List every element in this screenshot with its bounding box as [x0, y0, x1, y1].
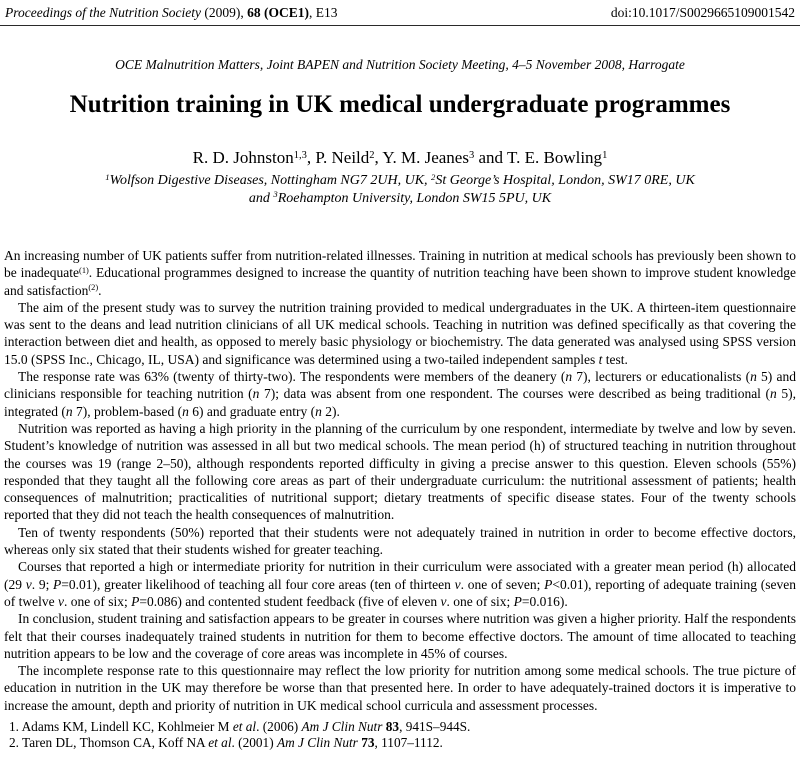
abstract-paragraph: In conclusion, student training and satisfaction appears to be greater in courses where nutrition was given a higher priority. Half the respondents felt that their courses inadequately trained students in nutrition for them to become effective doctors. The amount of time allocated to teaching nutrition appears to be low and the coverage of core areas was incomplete in 45% of courses. — [4, 611, 796, 661]
reference-item: 2. Taren DL, Thomson CA, Koff NA et al. (2001) Am J Clin Nutr 73, 1107–1112. — [9, 735, 443, 751]
abstract-paragraph: An increasing number of UK patients suffer from nutrition-related illnesses. Training in nutrition at medical schools has previously been shown to be inadequate$^{(1)}$. Educational programmes designed to increase the quantity of nutrition teaching have been shown to improve student knowledge and satisfaction$^{(2)}$. — [4, 248, 797, 298]
authors-line: R. D. Johnston$^{1,3}$, P. Neild$^2$, Y. M. Jeanes$^3$ and T. E. Bowling$^1$ — [192, 148, 608, 167]
abstract-body — [4, 247, 796, 714]
journal-citation: Proceedings of the Nutrition Society (2009), 68 (OCE1), E13 — [5, 5, 338, 20]
abstract-paragraph: The response rate was 63% (twenty of thirty-two). The respondents were members of the deanery (n 7), lecturers or educationalists (n 5) and clinicians responsible for teaching nutrition (n 7); data was absent from one respondent. The courses were described as being traditional (n 5), integrated (n 7), problem-based (n 6) and graduate entry (n 2). — [4, 369, 796, 419]
paper-title: Nutrition training in UK medical undergraduate programmes — [69, 91, 731, 118]
references-list — [4, 719, 796, 751]
doi-text: doi:10.1017/S0029665109001542 — [610, 5, 795, 20]
abstract-paragraph: Ten of twenty respondents (50%) reported that their students were not adequately trained in nutrition in order to become effective doctors, whereas only six stated that their students wished for greater teaching. — [4, 524, 796, 558]
affiliation-line-2: and $^3$Roehampton University, London SW15 5PU, UK — [248, 189, 552, 206]
reference-item: 1. Adams KM, Lindell KC, Kohlmeier M et al. (2006) Am J Clin Nutr 83, 941S–944S. — [9, 719, 471, 735]
abstract-paragraph: Courses that reported a high or intermediate priority for nutrition in their curriculum were associated with a greater mean period (h) allocated (29 v. 9; P=0.01), greater likelihood of teaching all four core areas (ten of thirteen v. one of seven; P<0.01), reporting of adequate training (seven of twelve v. one of six; P=0.086) and contented student feedback (five of eleven v. one of six; P=0.016). — [4, 559, 797, 609]
affiliation-line-1: $^1$Wolfson Digestive Diseases, Nottingham NG7 2UH, UK, $^2$St George’s Hospital, London, SW17 0RE, UK — [105, 171, 695, 188]
header-divider — [0, 25, 800, 26]
abstract-paragraph: The incomplete response rate to this questionnaire may reflect the low priority for nutrition among some medical schools. The true picture of education in nutrition in the UK may therefore be worse than that presented here. In order to have adequately-trained doctors it is imperative to increase the amount, depth and priority of nutrition in UK medical school curricula and assessment processes. — [4, 663, 796, 713]
abstract-paragraph: The aim of the present study was to survey the nutrition training provided to medical undergraduates in the UK. A thirteen-item questionnaire was sent to the deans and lead nutrition clinicians of all UK medical schools. Teaching in nutrition was defined specifically as that covering the interaction between diet and health, as opposed to merely basic physiology or biochemistry. The data generated was analysed using SPSS version 15.0 (SPSS Inc., Chicago, IL, USA) and significance was determined using a two-tailed independent samples t test. — [4, 299, 796, 367]
meeting-title: OCE Malnutrition Matters, Joint BAPEN and Nutrition Society Meeting, 4–5 November 2008, Harrogate — [115, 57, 685, 72]
abstract-paragraph: Nutrition was reported as having a high priority in the planning of the curriculum by one respondent, intermediate by twelve and low by seven. Student’s knowledge of nutrition was assessed in all but two medical schools. The mean period (h) of structured teaching in nutrition throughout the courses was 19 (range 2–50), although respondents reported difficulty in giving a precise answer to this question. Eleven schools (55%) responded that they taught all the following core areas as part of their undergraduate curriculum: the nutritional assessment of patients; health consequences of malnutrition; practicalities of nutritional support; dietary treatments of specific disease states. Four of the twenty schools reported that they did not teach the health consequences of malnutrition. — [4, 420, 796, 523]
page-header — [0, 0, 800, 21]
